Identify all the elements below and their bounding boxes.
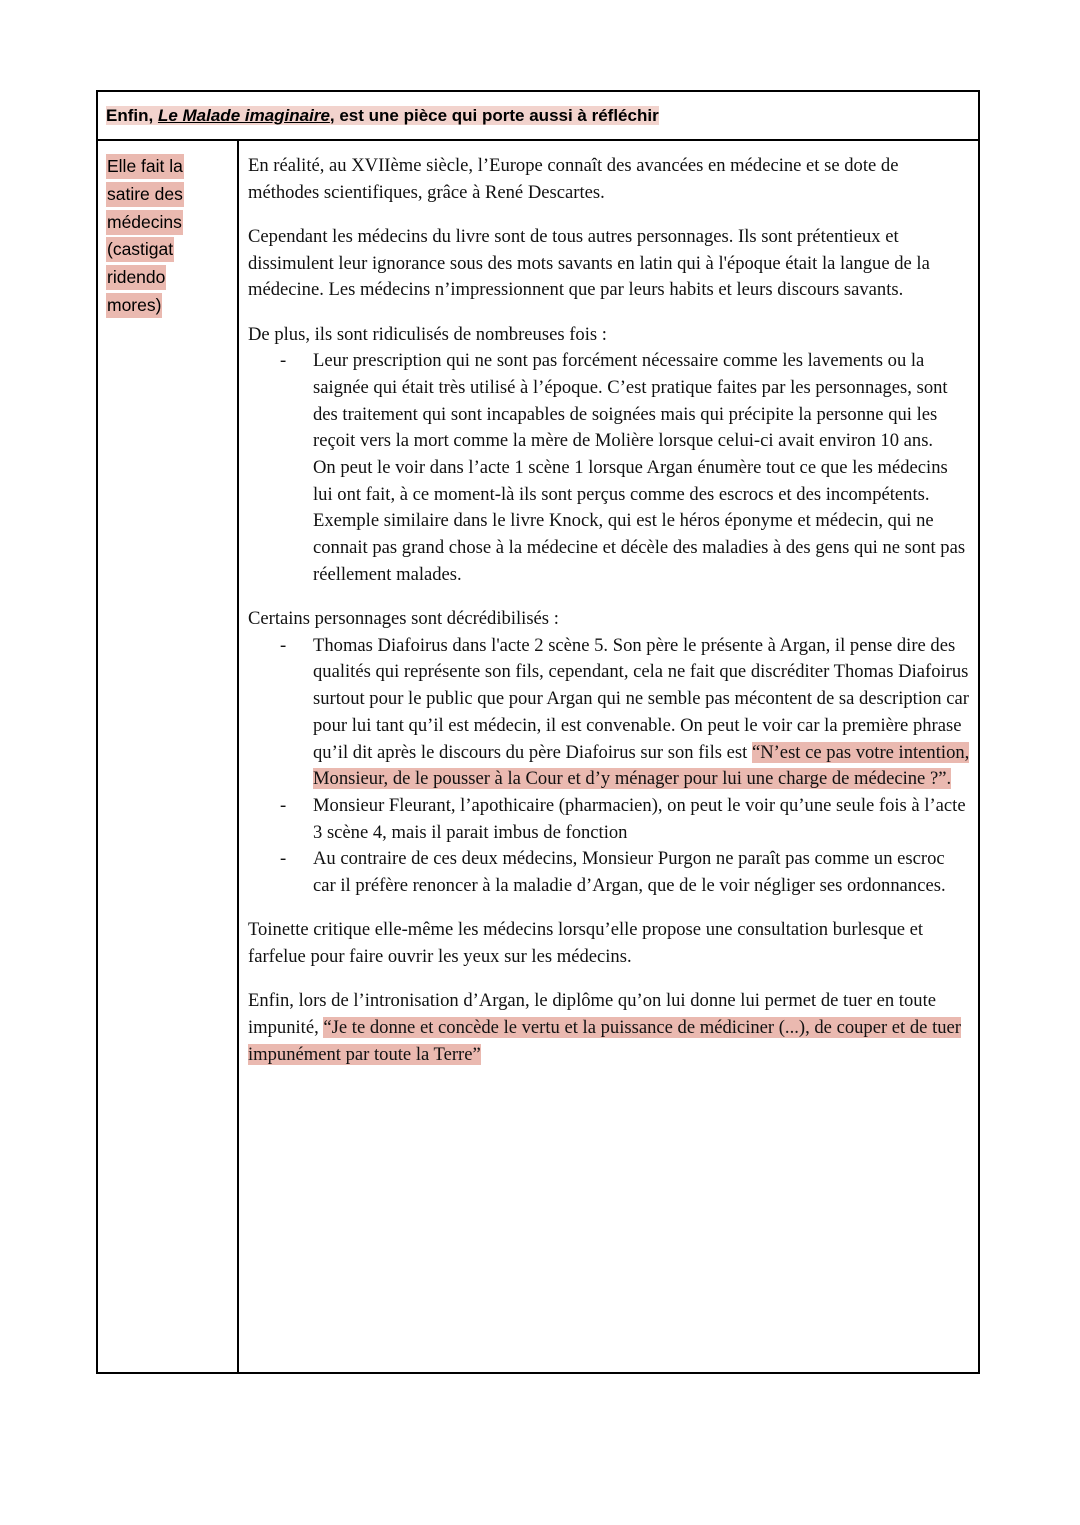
- document-table: [96, 90, 980, 1374]
- ridiculed-intro: De plus, ils sont ridiculisés de nombreuses fois :: [248, 323, 607, 345]
- bullet-dash: -: [280, 634, 287, 656]
- heading-suffix: , est une pièce qui porte aussi à réfléchir: [329, 106, 659, 125]
- bullet-dash: -: [280, 848, 287, 870]
- paragraph-ridiculed: [248, 322, 970, 589]
- left-column: [98, 141, 239, 1372]
- bullet-text: Au contraire de ces deux médecins, Monsieur Purgon ne paraît pas comme un escroc car il préfère renoncer à la maladie d’Argan, que de le voir négliger ses ordonnances.: [313, 848, 946, 897]
- section-heading: [98, 92, 978, 141]
- discredited-intro: Certains personnages sont décrédibilisés :: [248, 608, 559, 630]
- bullet-text: Leur prescription qui ne sont pas forcément nécessaire comme les lavements ou la saignée qui était très utilisé à l’époque. C’est pratique faites par les personnages, sont des traitement qui sont incapables de soignées mais qui précipite la personne qui les reçoit vers la mort comme la mère de Molière lorsque celui-ci avait environ 10 ans.: [313, 350, 948, 452]
- list-item: [248, 846, 970, 899]
- list-item: [248, 633, 970, 793]
- discredited-list: [248, 633, 970, 900]
- heading-prefix: Enfin,: [106, 106, 158, 125]
- right-column: [239, 141, 978, 1372]
- paragraph-pretentious-doctors: Cependant les médecins du livre sont de tous autres personnages. Ils sont prétentieux et dissimulent leur ignorance sous des mots savants en latin qui à l'époque était la langue de la médecine. Les médecins n’impressionnent que par leurs habits et leurs discours savants.: [248, 225, 930, 301]
- bullet-text: Monsieur Fleurant, l’apothicaire (pharmacien), on peut le voir qu’une seule fois à l’acte 3 scène 4, mais il parait imbus de fonction: [313, 794, 966, 843]
- ridiculed-list: [248, 348, 970, 588]
- bullet-dash: -: [280, 794, 287, 816]
- section-heading-highlight: [106, 106, 659, 125]
- highlighted-quote: “N’est ce pas votre intention, Monsieur, de le pousser à la Cour et d’y ménager pour lui une charge de médecine ?”.: [313, 741, 970, 790]
- list-item: [248, 348, 970, 588]
- list-item: [248, 793, 970, 846]
- bullet-text: Exemple similaire dans le livre Knock, qui est le héros éponyme et médecin, qui ne connait pas grand chose à la médecine et décèle des maladies à des gens qui ne sont pas réellement malades.: [313, 510, 966, 585]
- left-label-line: médecins: [106, 210, 183, 235]
- left-label-line: satire des: [106, 182, 184, 207]
- bullet-text: Thomas Diafoirus dans l'acte 2 scène 5. Son père le présente à Argan, il pense dire des qualités qui représente son fils, cependant, cela ne fait que discréditer Thomas Diafoirus surtout pour le public que pour Argan qui ne semble pas mécontent de sa description car pour lui tant qu’il est médecin, il est convenable. On peut le voir car la première phrase qu’il dit après le discours du père Diafoirus sur son fils est: [313, 634, 969, 763]
- bullet-text: On peut le voir dans l’acte 1 scène 1 lorsque Argan énumère tout ce que les médecins lui ont fait, à ce moment-là ils sont perçus comme des escrocs et des incompétents.: [313, 457, 948, 505]
- intronisation-text: Enfin, lors de l’intronisation d’Argan, le diplôme qu’on lui donne lui permet de tuer en toute impunité,: [248, 990, 936, 1038]
- heading-work-title: Le Malade imaginaire: [157, 106, 330, 125]
- left-label-line: ridendo: [106, 265, 166, 290]
- paragraph-toinette: Toinette critique elle-même les médecins lorsqu’elle propose une consultation burlesque et farfelue pour faire ouvrir les yeux sur les médecins.: [248, 919, 924, 967]
- highlighted-quote: “Je te donne et concède le vertu et la puissance de médiciner (...), de couper et de tuer impunément par toute la Terre”: [248, 1016, 961, 1065]
- paragraph-context: En réalité, au XVIIème siècle, l’Europe connaît des avancées en médecine et se dote de méthodes scientifiques, grâce à René Descartes.: [248, 155, 899, 203]
- bullet-dash: -: [280, 350, 287, 372]
- left-label-line: (castigat: [106, 237, 174, 262]
- left-theme-label: [106, 153, 237, 320]
- left-label-line: Elle fait la: [106, 154, 184, 179]
- paragraph-intronisation: [248, 988, 970, 1068]
- paragraph-discredited: [248, 606, 970, 900]
- left-label-line: mores): [106, 293, 162, 318]
